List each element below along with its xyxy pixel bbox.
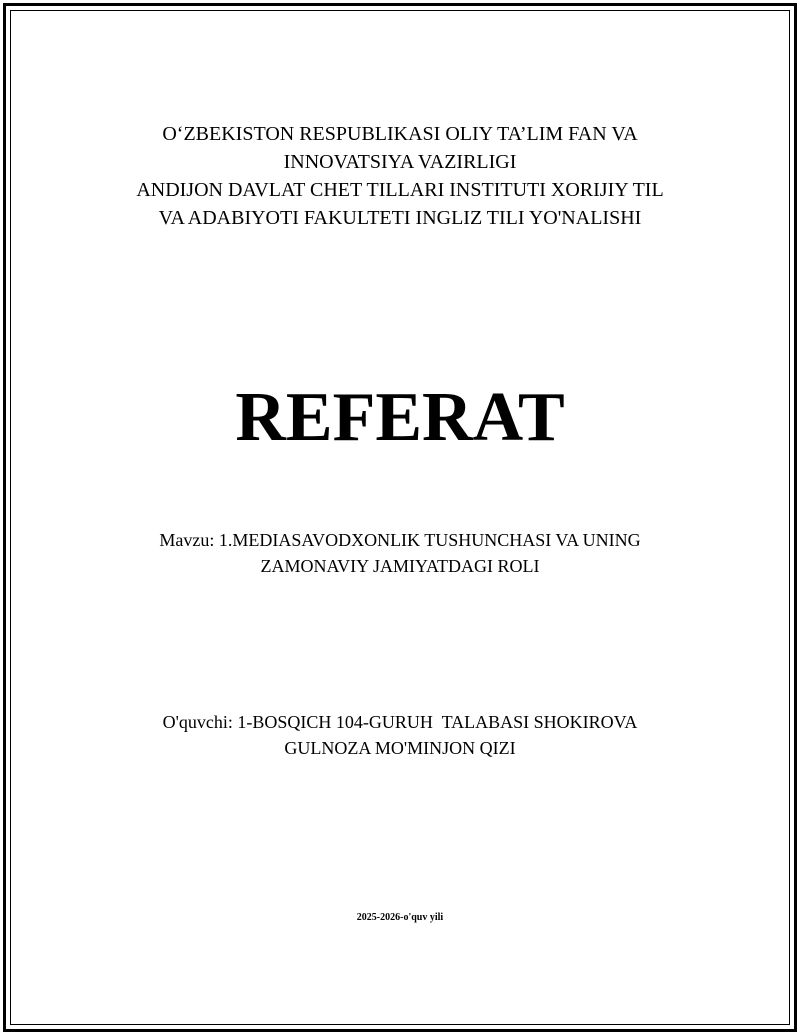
student-block xyxy=(0,709,800,761)
student-line: O'quvchi: 1-BOSQICH 104-GURUH TALABASI SHOKIROVA xyxy=(162,712,638,732)
document-title: REFERAT xyxy=(235,379,565,456)
header-line: O‘ZBEKISTON RESPUBLIKASI OLIY TA’LIM FAN VA xyxy=(162,123,638,145)
topic-block xyxy=(0,527,800,579)
academic-year: 2025-2026-o'quv yili xyxy=(356,912,444,923)
topic-line: ZAMONAVIY JAMIYATDAGI ROLI xyxy=(260,556,540,576)
header-line: INNOVATSIYA VAZIRLIGI xyxy=(283,151,517,173)
topic-line: Mavzu: 1.MEDIASAVODXONLIK TUSHUNCHASI VA UNING xyxy=(159,530,641,550)
ministry-header xyxy=(0,120,800,232)
header-line: ANDIJON DAVLAT CHET TILLARI INSTITUTI XORIJIY TIL xyxy=(136,179,664,201)
student-line: GULNOZA MO'MINJON QIZI xyxy=(284,738,516,758)
header-line: VA ADABIYOTI FAKULTETI INGLIZ TILI YO'NALISHI xyxy=(158,207,642,229)
